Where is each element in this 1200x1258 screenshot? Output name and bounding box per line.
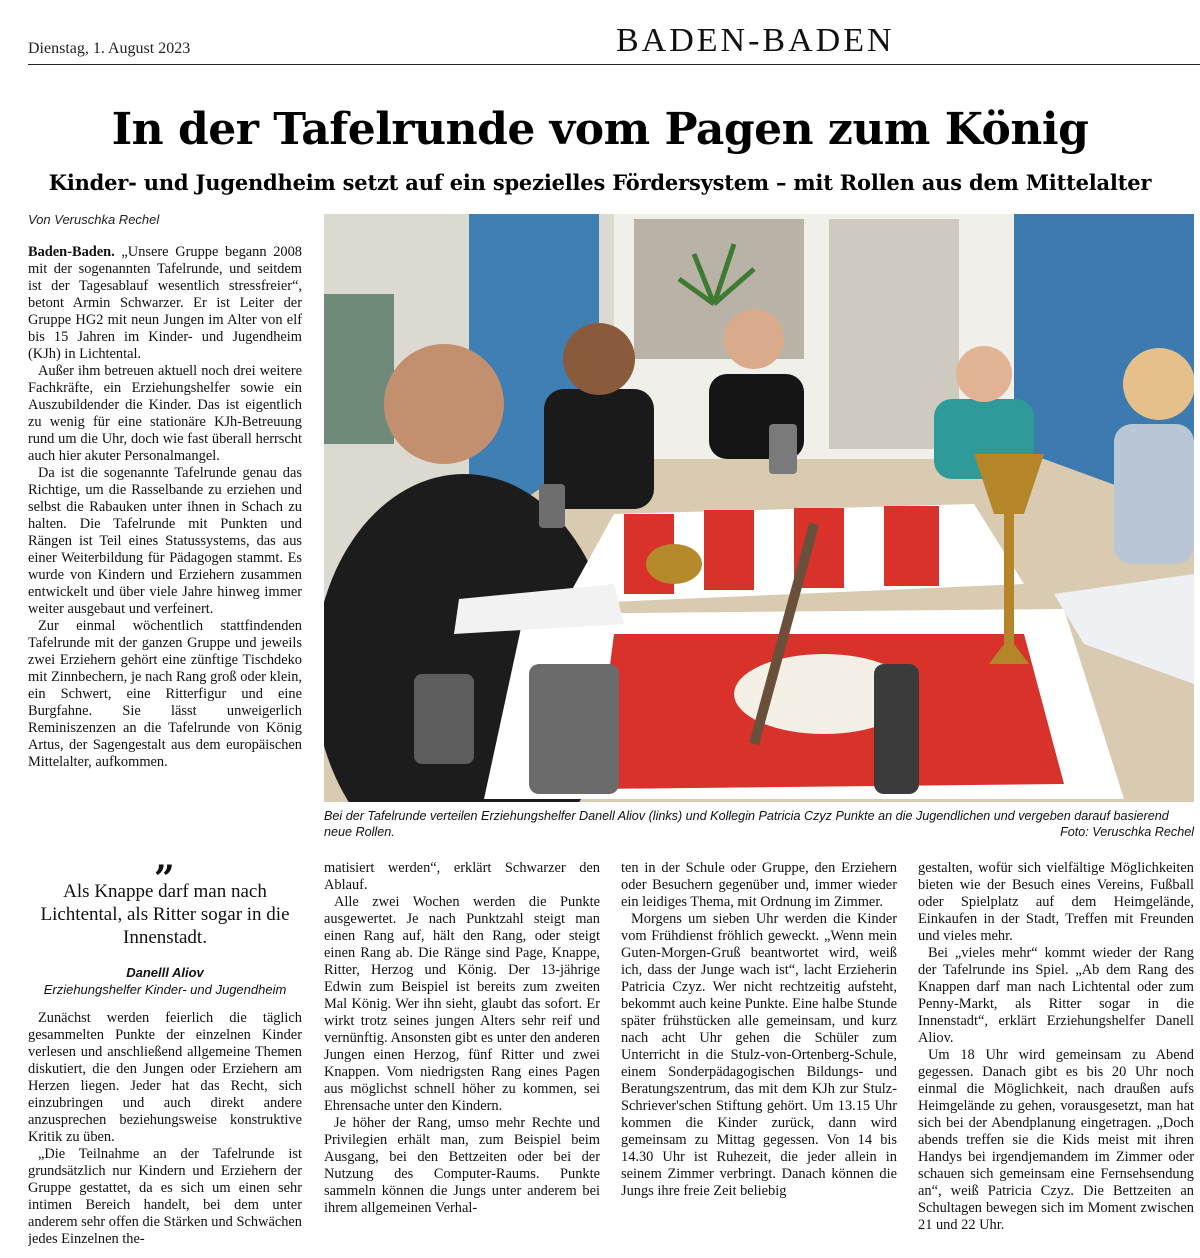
paragraph: Außer ihm betreuen aktuell noch drei weitere Fachkräfte, ein Erziehungshelfer sowie ein Auszubildender die Kinder. Das ist eigentlich zu wenig für eine stationäre KJh-Betreuung rund um die Uhr, doch wie fast überall herrscht auch hier akuter Personalmangel. xyxy=(28,363,302,464)
issue-date: Dienstag, 1. August 2023 xyxy=(28,40,191,57)
paragraph: matisiert werden“, erklärt Schwarzer den Ablauf. xyxy=(324,860,600,893)
article-column-1-continued xyxy=(28,1010,302,1250)
section-title: BADEN-BADEN xyxy=(616,22,895,59)
paragraph: Bei „vieles mehr“ kommt wieder der Rang der Tafelrunde ins Spiel. „Ab dem Rang des Knappen darf man nach Lichtental oder zum Penny-Markt, als Ritter sogar in die Innenstadt“, erklärt Erziehungshelfer Danell Aliov. xyxy=(918,945,1194,1046)
article-column-4 xyxy=(918,860,1194,1250)
dateline: Baden-Baden. xyxy=(28,244,115,260)
paragraph: gestalten, wofür sich vielfältige Möglichkeiten bieten wie der Besuch eines Vereins, Fußball oder Spielplatz auf dem Heimgelände, Einkaufen in der Stadt, Treffen mit Freunden und vieles mehr. xyxy=(918,860,1194,944)
caption-text: Bei der Tafelrunde verteilen Erziehungshelfer Danell Aliov (links) und Kollegin Patricia Czyz Punkte an die Jugendlichen und vergeben darauf basierend neue Rollen. xyxy=(324,809,1169,839)
paragraph: Je höher der Rang, umso mehr Rechte und Privilegien erhält man, zum Beispiel beim Ausgang, bei den Bettzeiten oder bei der Nutzung des Computer-Raums. Punkte sammeln können die Jungs unter anderem bei ihrem allgemeinen Verhal- xyxy=(324,1115,600,1216)
paragraph: Da ist die sogenannte Tafelrunde genau das Richtige, um die Rasselbande zu erziehen und selbst die Rabauken unter ihnen in Schach zu halten. Die Tafelrunde mit Punkten und Rängen ist Teil eines Statussystems, das aus einer Weiterbildung für Pädagogen stammt. Es wurde von Kindern und Erziehern zusammen entwickelt und über viele Jahre hinweg immer weiter ausgebaut und verfeinert. xyxy=(28,465,302,617)
article-photo xyxy=(324,214,1194,802)
paragraph: Zur einmal wöchentlich stattfindenden Tafelrunde mit der ganzen Gruppe und jeweils zwei Erziehern gehört eine zünftige Tischdeko mit Zinnbechern, je nach Rang groß oder klein, ein Schwert, eine Ritterfigur und eine Burgfahne. Sie lässt unweigerlich Reminiszenzen an die Tafelrunde von König Artus, der Sagengestalt aus dem europäischen Mittelalter, aufkommen. xyxy=(28,618,302,770)
article-author: Von Veruschka Rechel xyxy=(28,212,160,227)
paragraph: „Die Teilnahme an der Tafelrunde ist grundsätzlich nur Kindern und Erziehern der Gruppe gestattet, da es sich um einen sehr intimen Bereich handelt, bei dem unter anderem sehr offen die Stärken und Schwächen jedes Einzelnen the- xyxy=(28,1146,302,1247)
photo-credit: Foto: Veruschka Rechel xyxy=(1060,825,1194,839)
paragraph: Morgens um sieben Uhr werden die Kinder vom Frühdienst fröhlich geweckt. „Wenn mein Guten-Morgen-Gruß beantwortet wird, weiß ich, dass der Junge wach ist“, lacht Erzieherin Patricia Czyz. Wer nicht rechtzeitig aufsteht, bekommt auch keine Punkte. Eine halbe Stunde später frühstücken alle gemeinsam, und kurz nach acht Uhr gehen die Schüler zum Unterricht in die Stulz-von-Ortenberg-Schule, einem Sonderpädagogischen Bildungs- und Beratungszentrum, das mit dem KJh zur Stulz-Schriever'schen Stiftung gehört. Um 13.15 Uhr kommen die Kinder zurück, dann wird gemeinsam zu Mittag gegessen. Von 14 bis 14.30 Uhr ist Ruhezeit, die jeder allein in seinem Zimmer verbringt. Danach können die Jungs ihre freie Zeit beliebig xyxy=(621,911,897,1199)
paragraph: ten in der Schule oder Gruppe, den Erziehern oder Besuchern gegenüber und, immer wieder ein leidiges Thema, mit Ordnung im Zimmer. xyxy=(621,860,897,910)
quote-text: Als Knappe darf man nach Lichtental, als Ritter sogar in die Innenstadt. xyxy=(40,881,290,948)
quote-author: Danelll Aliov xyxy=(126,965,204,980)
paragraph: Zunächst werden feierlich die täglich gesammelten Punkte der einzelnen Kinder verlesen und anschließend allgemeine Themen diskutiert, die den Jungen oder Erziehern am Herzen liegen. Jeder hat das Recht, sich einzubringen und auch direkt andere anzusprechen beziehungsweise konstruktive Kritik zu üben. xyxy=(28,1010,302,1145)
paragraph: Alle zwei Wochen werden die Punkte ausgewertet. Je nach Punktzahl steigt man einen Rang auf, hält den Rang, oder steigt einen Rang ab. Die Ränge sind Page, Knappe, Ritter, Herzog und König. Der 13-jährige Edwin zum Beispiel ist bereits zum zweiten Mal König. Wer ihn sieht, glaubt das sofort. Er wirkt trotz seines jungen Alters sehr reif und vernünftig. Ansonsten gibt es unter den anderen Jungen einen Herzog, fünf Ritter und zwei Knappen. Vom niedrigsten Rang eines Pagen aus möglichst schnell höher zu kommen, sei Ehrensache unter den Kindern. xyxy=(324,894,600,1114)
paragraph: Um 18 Uhr wird gemeinsam zu Abend gegessen. Danach gibt es bis 20 Uhr noch einmal die Möglichkeit, nach draußen aufs Heimgelände zu gehen, vorausgesetzt, man hat sich bei der Abendplanung eingetragen. „Doch abends treffen sie die Kids meist mit ihren Handys bei irgendjemandem im Zimmer oder schauen sich gemeinsam eine Fernsehsendung an“, weiß Patricia Czyz. Die Bettzeiten an Schultagen bewegen sich im Moment zwischen 21 und 22 Uhr. xyxy=(918,1047,1194,1233)
article-column-1 xyxy=(28,244,302,826)
pull-quote xyxy=(28,837,302,997)
photo-illustration xyxy=(324,214,1194,802)
paragraph xyxy=(28,244,302,363)
article-column-2 xyxy=(324,860,600,1250)
page-header xyxy=(28,20,1200,65)
quote-author-role: Erziehungshelfer Kinder- und Jugendheim xyxy=(43,982,287,997)
photo-caption xyxy=(324,808,1194,840)
paragraph-text: „Unsere Gruppe begann 2008 mit der sogenannten Tafelrunde, und seitdem ist der Tagesablauf wesentlich stressfreier“, betont Armin Schwarzer. Er ist Leiter der Gruppe HG2 mit neun Jungen im Alter von elf bis 15 Jahren im Kinder- und Jugendheim (KJh) in Lichtental. xyxy=(28,244,302,362)
quote-mark: „ xyxy=(154,837,176,879)
article-subheadline: Kinder- und Jugendheim setzt auf ein spezielles Fördersystem – mit Rollen aus dem Mittelalter xyxy=(48,170,1152,195)
article-column-3 xyxy=(621,860,897,1250)
article-headline: In der Tafelrunde vom Pagen zum König xyxy=(111,104,1089,155)
